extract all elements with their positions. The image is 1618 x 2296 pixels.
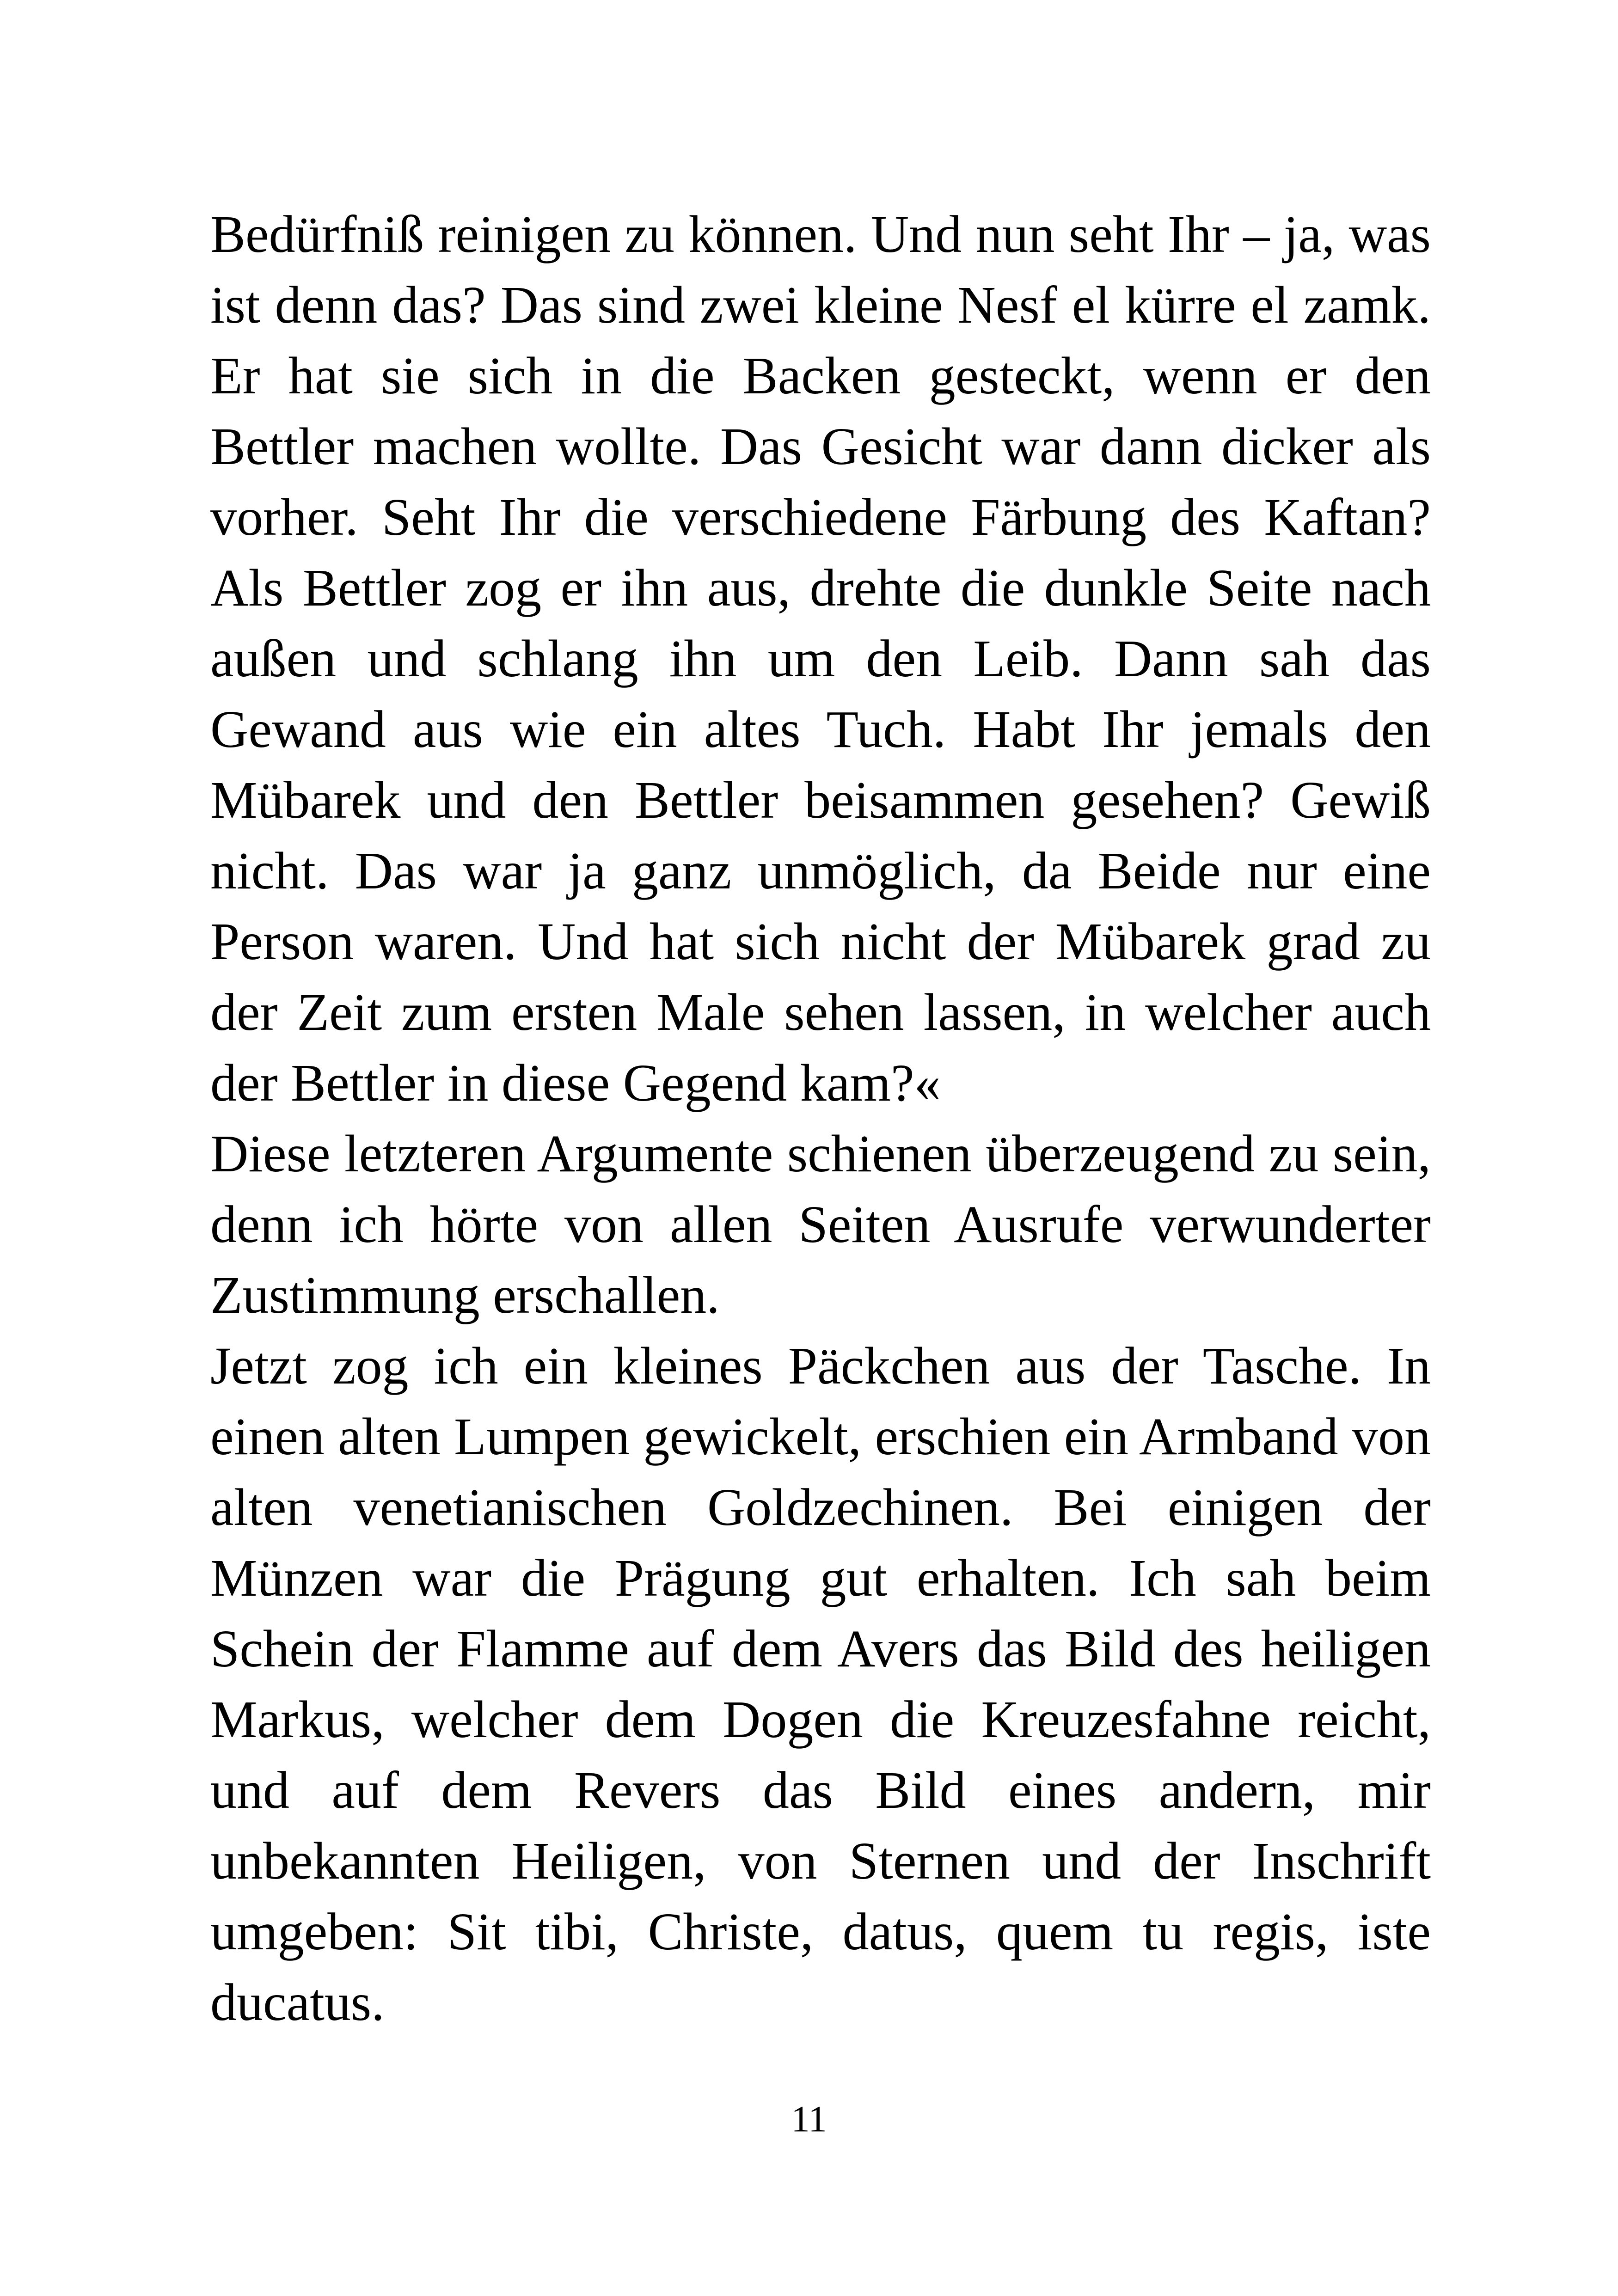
paragraph-3: Jetzt zog ich ein kleines Päckchen aus der Tasche. In einen alten Lumpen gewickelt, erschien ein Armband von alten venetianischen Goldzechinen. Bei einigen der Münzen war die Prägung gut erhalten. Ich sah beim Schein der Flamme auf dem Avers das Bild des heiligen Markus, welcher dem Dogen die Kreuzesfahne reicht, und auf dem Revers das Bild eines andern, mir unbekannten Heiligen, von Sternen und der Inschrift umgeben: Sit tibi, Christe, datus, quem tu regis, iste ducatus. [210, 1336, 1431, 2032]
paragraph-2: Diese letzteren Argumente schienen überzeugend zu sein, denn ich hörte von allen Seiten Ausrufe verwunderter Zustimmung erschallen. [210, 1124, 1431, 1324]
page-number: 11 [791, 2099, 827, 2140]
body-text [210, 199, 1431, 2038]
paragraph-1: Bedürfniß reinigen zu können. Und nun seht Ihr – ja, was ist denn das? Das sind zwei kleine Nesf el kürre el zamk. Er hat sie sich in die Backen gesteckt, wenn er den Bettler machen wollte. Das Gesicht war dann dicker als vorher. Seht Ihr die verschiedene Färbung des Kaftan? Als Bettler zog er ihn aus, drehte die dunkle Seite nach außen und schlang ihn um den Leib. Dann sah das Gewand aus wie ein altes Tuch. Habt Ihr jemals den Mübarek und den Bettler beisammen gesehen? Gewiß nicht. Das war ja ganz unmöglich, da Beide nur eine Person waren. Und hat sich nicht der Mübarek grad zu der Zeit zum ersten Male sehen lassen, in welcher auch der Bettler in diese Gegend kam?« [210, 205, 1431, 1112]
